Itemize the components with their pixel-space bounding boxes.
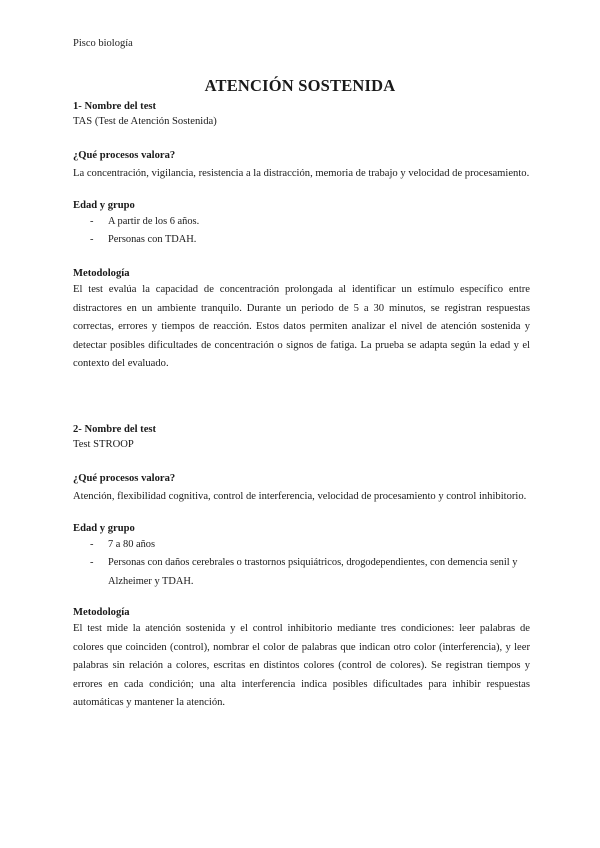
page-header: Pisco biología: [73, 38, 133, 49]
test-2-processes-heading: ¿Qué procesos valora?: [73, 473, 176, 484]
test-2-age-heading: Edad y grupo: [73, 523, 135, 534]
list-item: - Personas con TDAH.: [73, 231, 530, 249]
test-1-heading: 1- Nombre del test: [73, 101, 157, 112]
test-2-method-text: El test mide la atención sostenida y el control inhibitorio mediante tres condiciones: leer palabras de colores que coinciden (control), nombrar el color de palabras que indican otro color (interferencia), y leer palabras sin relación a colores, escritas en distintos colores (control de colores). Se registran tiempos y errores en cada condición; una alta interferencia indica posibles dificultades para inhibir respuestas automáticas y mantener la atención.: [73, 623, 530, 709]
test-2-method-block: [73, 605, 530, 713]
test-2-processes-text: Atención, flexibilidad cognitiva, control de interferencia, velocidad de procesamiento y control inhibitorio.: [73, 491, 527, 502]
test-1-age-list: [73, 213, 530, 250]
list-item: - 7 a 80 años: [73, 536, 530, 554]
test-1-name: TAS (Test de Atención Sostenida): [73, 116, 217, 127]
test-1-age-heading: Edad y grupo: [73, 200, 135, 211]
test-2-age-block: [73, 521, 530, 591]
test-2-age-list: [73, 536, 530, 591]
list-item: - Personas con daños cerebrales o trastornos psiquiátricos, drogodependientes, con demencia senil y Alzheimer y TDAH.: [73, 554, 530, 591]
test-1-age-block: [73, 198, 530, 250]
page-title: ATENCIÓN SOSTENIDA: [204, 76, 396, 95]
test-1-processes-heading: ¿Qué procesos valora?: [73, 150, 176, 161]
test-2-name: Test STROOP: [73, 439, 134, 450]
test-1-name-block: [73, 99, 530, 129]
test-2-method-heading: Metodología: [73, 607, 130, 618]
test-2-heading: 2- Nombre del test: [73, 424, 157, 435]
test-1-method-block: [73, 266, 530, 374]
test-1-method-text: El test evalúa la capacidad de concentración prolongada al identificar un estímulo específico entre distractores en un ambiente tranquilo. Durante un periodo de 5 a 30 minutos, se registran respuestas correctas, errores y tiempos de reacción. Estos datos permiten analizar el nivel de atención sostenida y detectar posibles dificultades de concentración o signos de fatiga. La prueba se adapta según la edad y el contexto del evaluado.: [73, 284, 530, 370]
test-2-processes-block: [73, 471, 530, 504]
test-1-method-heading: Metodología: [73, 268, 130, 279]
test-1-processes-block: [73, 148, 530, 181]
test-2-name-block: [73, 422, 530, 452]
test-1-processes-text: La concentración, vigilancia, resistencia a la distracción, memoria de trabajo y velocidad de procesamiento.: [73, 168, 530, 179]
list-item: - A partir de los 6 años.: [73, 213, 530, 231]
